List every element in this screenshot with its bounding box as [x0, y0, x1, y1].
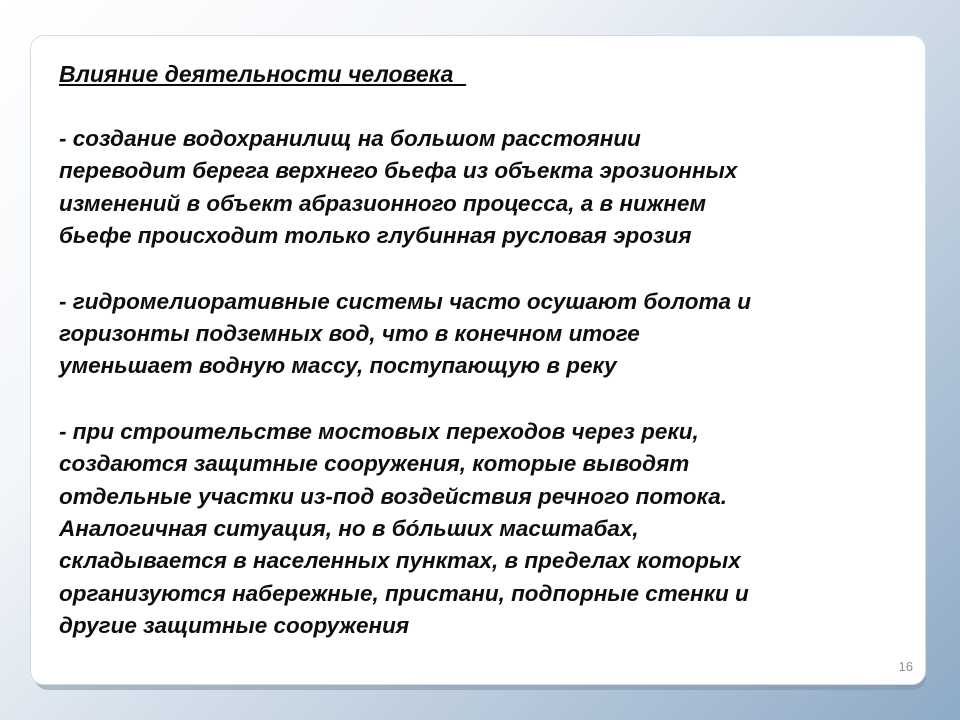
paragraph-line: - создание водохранилищ на большом расстоянии — [59, 126, 641, 151]
slide-content — [59, 58, 899, 643]
paragraph-line: изменений в объект абразионного процесса, а в нижнем — [59, 190, 707, 216]
paragraph-line: - гидромелиоративные системы часто осушают болота и — [59, 288, 751, 314]
paragraph-line: складывается в населенных пунктах, в пределах которых — [59, 548, 741, 574]
paragraph-line: Аналогичная ситуация, но в бóльших масштабах, — [59, 516, 639, 542]
slide-card — [30, 35, 926, 685]
paragraph-reservoirs — [59, 123, 899, 253]
paragraph-line: создаются защитные сооружения, которые выводят — [59, 451, 690, 477]
paragraph-line: отдельные участки из-под воздействия речного потока. — [59, 483, 727, 509]
paragraph-line: горизонты подземных вод, что в конечном итоге — [59, 321, 640, 347]
paragraph-line: другие защитные сооружения — [59, 613, 410, 639]
paragraph-line: бьефе происходит только глубинная русловая эрозия — [59, 223, 692, 249]
slide-title: Влияние деятельности человека — [59, 61, 467, 87]
paragraph-line: - при строительстве мостовых переходов через реки, — [59, 418, 699, 444]
paragraph-bridges — [59, 416, 899, 643]
page-number: 16 — [898, 659, 913, 674]
paragraph-line: уменьшает водную массу, поступающую в реку — [59, 353, 617, 379]
paragraph-drainage — [59, 286, 899, 383]
paragraph-line: переводит берега верхнего бьефа из объекта эрозионных — [59, 158, 738, 184]
paragraph-line: организуются набережные, пристани, подпорные стенки и — [59, 580, 749, 606]
